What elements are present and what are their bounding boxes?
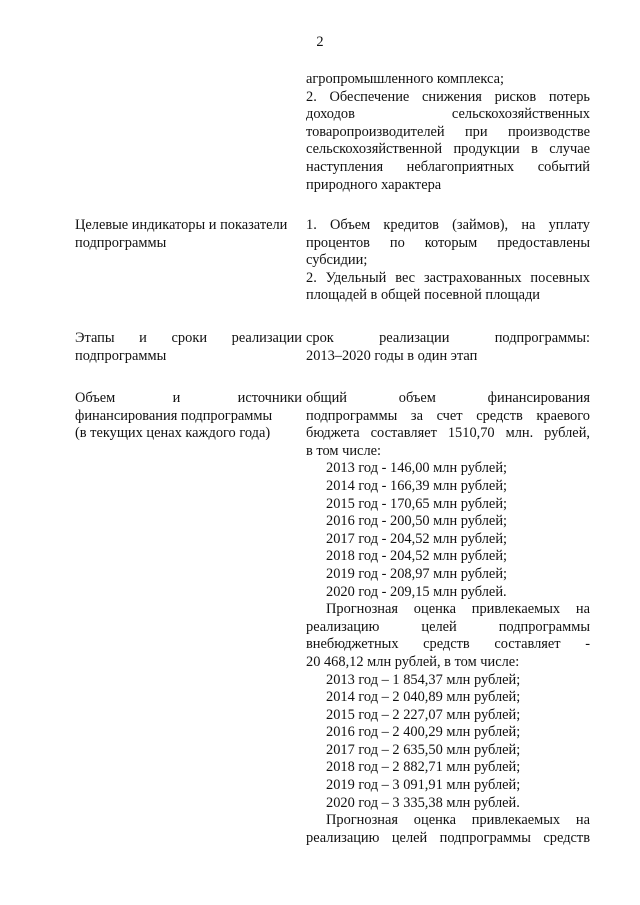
- budget-year-line: 2020 год - 209,15 млн рублей.: [326, 583, 507, 600]
- budget-year-line: 2013 год - 146,00 млн рублей;: [326, 460, 508, 477]
- content-line: сельскохозяйственной продукции в случае: [306, 141, 590, 158]
- content-line: Прогнозная оценка привлекаемых на: [326, 601, 590, 618]
- label-line: подпрограммы: [75, 347, 167, 364]
- budget-year-line: 2018 год - 204,52 млн рублей;: [326, 548, 508, 565]
- label-line: (в текущих ценах каждого года): [75, 425, 271, 442]
- extra-year-line: 2019 год – 3 091,91 млн рублей;: [326, 777, 521, 794]
- row-content: [306, 330, 590, 365]
- content-line: срок реализации подпрограммы:: [306, 330, 590, 346]
- content-line: субсидии;: [306, 252, 368, 269]
- label-line: подпрограммы: [75, 234, 167, 251]
- content-line: товаропроизводителей при производстве: [306, 123, 590, 140]
- budget-year-line: 2016 год - 200,50 млн рублей;: [326, 513, 508, 530]
- extra-year-line: 2014 год – 2 040,89 млн рублей;: [326, 689, 521, 706]
- row-label: [75, 390, 302, 443]
- content-line: агропромышленного комплекса;: [306, 71, 504, 87]
- extra-year-line: 2015 год – 2 227,07 млн рублей;: [326, 706, 521, 723]
- content-line: бюджета составляет 1510,70 млн. рублей,: [306, 425, 590, 442]
- content-line: наступления неблагоприятных событий: [306, 158, 590, 175]
- row-label: [75, 217, 302, 252]
- label-line: Этапы и сроки реализации: [75, 330, 302, 346]
- content-line: 2. Обеспечение снижения рисков потерь: [306, 88, 590, 105]
- row-content: [306, 71, 590, 194]
- label-line: Целевые индикаторы и показатели: [75, 217, 288, 233]
- budget-year-line: 2014 год - 166,39 млн рублей;: [326, 477, 508, 494]
- content-line: Прогнозная оценка привлекаемых на: [326, 812, 590, 829]
- content-line: площадей в общей посевной площади: [306, 287, 540, 304]
- budget-year-line: 2019 год - 208,97 млн рублей;: [326, 565, 508, 582]
- extra-year-line: 2016 год – 2 400,29 млн рублей;: [326, 724, 521, 741]
- content-line: внебюджетных средств составляет -: [306, 636, 590, 653]
- row-label: [75, 330, 302, 365]
- content-line: 1. Объем кредитов (займов), на уплату: [306, 217, 590, 233]
- row-content: [306, 217, 590, 305]
- content-line: подпрограммы за счет средств краевого: [306, 407, 590, 424]
- content-line: общий объем финансирования: [306, 390, 590, 406]
- content-line: реализацию целей подпрограммы средств: [306, 829, 590, 846]
- row-content: [306, 390, 590, 847]
- content-line: в том числе:: [306, 442, 382, 459]
- content-line: 2013–2020 годы в один этап: [306, 347, 478, 364]
- content-line: реализацию целей подпрограммы: [306, 618, 590, 635]
- budget-year-line: 2017 год - 204,52 млн рублей;: [326, 530, 508, 547]
- content-line: природного характера: [306, 176, 442, 193]
- extra-year-line: 2017 год – 2 635,50 млн рублей;: [326, 741, 521, 758]
- budget-year-line: 2015 год - 170,65 млн рублей;: [326, 495, 508, 512]
- content-line: 20 468,12 млн рублей, в том числе:: [306, 653, 520, 670]
- label-line: финансирования подпрограммы: [75, 407, 273, 424]
- extra-year-line: 2018 год – 2 882,71 млн рублей;: [326, 759, 521, 776]
- page-number: 2: [316, 34, 324, 50]
- extra-year-line: 2013 год – 1 854,37 млн рублей;: [326, 671, 521, 688]
- extra-year-line: 2020 год – 3 335,38 млн рублей.: [326, 794, 520, 811]
- label-line: Объем и источники: [75, 390, 302, 406]
- content-line: 2. Удельный вес застрахованных посевных: [306, 269, 590, 286]
- content-line: процентов по которым предоставлены: [306, 234, 590, 251]
- content-line: доходов сельскохозяйственных: [306, 106, 590, 123]
